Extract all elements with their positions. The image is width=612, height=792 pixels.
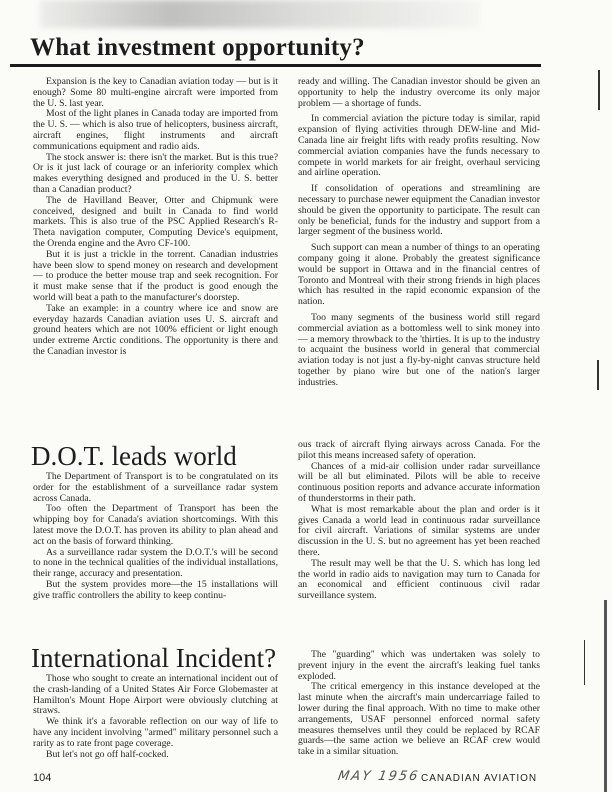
paragraph: As a surveillance radar system the D.O.T.'s will be second to none in the technical qualities of the individual installations, their range, accuracy and presentation. (33, 546, 278, 580)
dot-left-column (33, 472, 278, 602)
paragraph: ready and willing. The Canadian investor should be given an opportunity to help the industry overcome its only major problem — a shortage of funds. (298, 76, 540, 109)
paragraph: Those who sought to create an international incident out of the crash-landing of a United States Air Force Globemaster at Hamilton's Mount Hope Airport were obviously clutching at straws. (33, 673, 278, 717)
paragraph: Too many segments of the business world still regard commercial aviation as a bottomless well to sink money into — a memory throwback to the 'thirties. It is up to the industry to acquaint the business world in general that commercial aviation today is not just a fly-by-night canvas structure held together by piano wire but one of the nation's larger industries. (298, 311, 540, 388)
paragraph: What is most remarkable about the plan and order is it gives Canada a world lead in continuous radar surveillance for civil aircraft. Variations of similar systems are under discussion in the U. S. but no agreement has yet been reached there. (298, 503, 540, 558)
paragraph: In commercial aviation the picture today is similar, rapid expansion of flying activities through DEW-line and Mid-Canada line air freight lifts with ready profits resulting. Now commercial aviation companies have the funds necessary to compete in world markets for air freight, overhaul servicing and airline operation. (298, 113, 540, 179)
paragraph: Too often the Department of Transport has been the whipping boy for Canada's aviation shortcomings. With this latest move the D.O.T. has proven its ability to plan ahead and act on the basis of forward thinking. (33, 503, 278, 547)
paragraph: Such support can mean a number of things to an operating company going it alone. Probably the greatest significance would be support in Ottawa and in the financial centres of Toronto and Montreal with their strong friends in high places which has resulted in the rapid economic expansion of the nation. (298, 242, 540, 308)
magazine-name: CANADIAN AVIATION (421, 773, 538, 784)
incident-left-column (33, 674, 278, 760)
paragraph: But the system provides more—the 15 installations will give traffic controllers the ability to keep continu- (33, 578, 278, 601)
paragraph: Most of the light planes in Canada today are imported from the U. S. — which is also true of helicopters, business aircraft, aircraft engines, flight instruments and aircraft communications equipment and radio aids. (33, 108, 278, 152)
paragraph: The "guarding" which was undertaken was solely to prevent injury in the event the aircraft's leaking fuel tanks exploded. (298, 649, 540, 682)
paragraph: Chances of a mid-air collision under radar surveillance will be all but eliminated. Pilots will be able to receive continuous position reports and advance accurate information of thunderstorms in their path. (298, 460, 540, 504)
paragraph: We think it's a favorable reflection on our way of life to have any incident involving "armed" military personnel such a rarity as to rate front page coverage. (33, 716, 278, 749)
investment-left-column (33, 77, 278, 358)
section-title-investment: What investment opportunity? (30, 34, 365, 61)
paragraph: The critical emergency in this instance developed at the last minute when the aircraft's main undercarriage failed to lower during the final approach. With no time to make other arrangements, USAF personnel enforced normal safety measures themselves until they could be replaced by RCAF guards—the same action we believe an RCAF crew would take in a similar situation. (298, 681, 540, 758)
title-rule (10, 64, 541, 67)
paragraph: Expansion is the key to Canadian aviation today — but is it enough? Some 80 multi-engine aircraft were imported from the U. S. last year. (33, 76, 278, 109)
dot-right-column (298, 440, 540, 602)
scan-edge-mark (597, 360, 599, 390)
section-title-incident: International Incident? (31, 643, 277, 673)
page-number: 104 (33, 772, 52, 784)
paragraph: The de Havilland Beaver, Otter and Chipmunk were conceived, designed and built in Canada to find world markets. This is also true of the PSC Applied Research's R-Theta navigation computer, Computing Device's equipment, the Orenda engine and the Avro CF-100. (33, 194, 278, 249)
scan-edge-mark (584, 640, 585, 685)
scan-smudge (40, 0, 480, 28)
scan-edge-mark (598, 70, 600, 110)
handwritten-date: MAY 1956 (336, 769, 421, 784)
paragraph: Take an example: in a country where ice and snow are everyday hazards Canadian aviation uses U. S. aircraft and ground heaters which are not 100% efficient or light enough under extreme Arctic conditions. The opportunity is there and the Canadian investor is (33, 302, 278, 357)
section-title-dot: D.O.T. leads world (31, 441, 237, 471)
paragraph: But let's not go off half-cocked. (46, 748, 169, 760)
paragraph: If consolidation of operations and streamlining are necessary to purchase newer equipment the Canadian investor should be given the opportunity to participate. The result can only be beneficial, funds for the industry and support from a larger segment of the business world. (298, 183, 540, 238)
paragraph: ous track of aircraft flying airways across Canada. For the pilot this means increased safety of operation. (298, 439, 540, 461)
incident-right-column (298, 650, 540, 758)
paragraph: The result may well be that the U. S. which has long led the world in radio aids to navigation may turn to Canada for an economical and efficient continuous civil radar surveillance system. (298, 557, 540, 602)
investment-right-column (298, 77, 540, 394)
paragraph: The Department of Transport is to be congratulated on its order for the establishment of a surveillance radar system across Canada. (33, 471, 278, 504)
paragraph: But it is just a trickle in the torrent. Canadian industries have been slow to spend money on research and development — to produce the better mouse trap and seek recognition. For it must make sense that if the product is good enough the world will beat a path to the manufacturer's doorstep. (33, 248, 278, 303)
paragraph: The stock answer is: there isn't the market. But is this true? Or is it just lack of courage or an inferiority complex which makes everything designed and produced in the U. S. better than a Canadian product? (33, 151, 278, 195)
scan-edge-mark (604, 600, 607, 792)
